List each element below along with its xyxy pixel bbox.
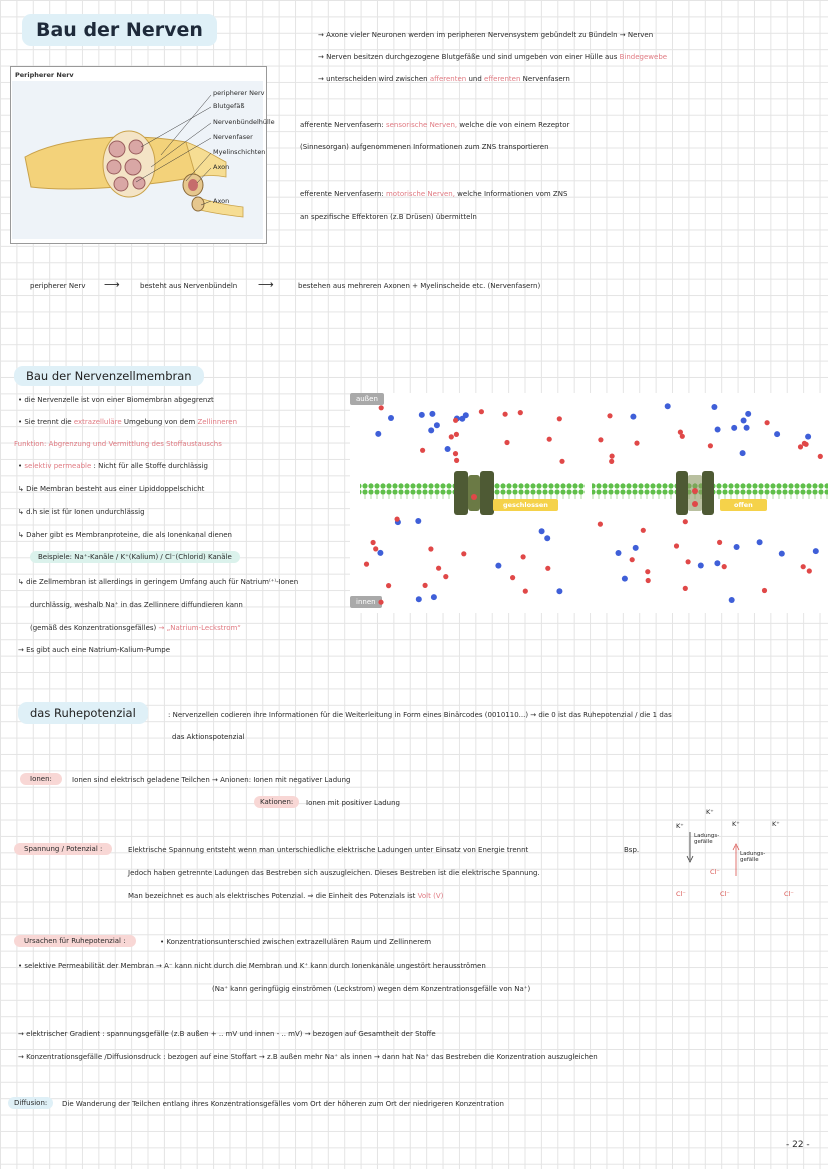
cation-dot xyxy=(461,551,466,556)
cation-dot xyxy=(559,459,564,464)
anion-dot xyxy=(495,563,501,569)
spannung-text: Elektrische Spannung entsteht wenn man unterschiedliche elektrische Ladungen unter Einsatz von Energie trennt xyxy=(128,846,529,854)
page-number: - 22 - xyxy=(786,1140,810,1150)
flow-step: bestehen aus mehreren Axonen + Myelinscheide etc. (Nervenfasern) xyxy=(298,282,541,290)
note-text: → Nerven besitzen durchgezogene Blutgefäße und sind umgeben von einer Hülle aus xyxy=(318,53,618,61)
diagram-title: Peripherer Nerv xyxy=(15,71,74,79)
section-title-membran: Bau der Nervenzellmembran xyxy=(14,366,204,386)
anion-dot xyxy=(740,450,746,456)
sodium-ion xyxy=(692,488,698,494)
cation-dot xyxy=(364,562,369,567)
membrane-note: ↳ die Zellmembran ist allerdings in geringem Umfang auch für Natrium⁽⁺⁾-Ionen xyxy=(18,578,299,586)
anion-dot xyxy=(698,563,704,569)
term-highlight: sensorische Nerven, xyxy=(385,121,458,129)
anion-dot xyxy=(419,412,425,418)
cation-dot xyxy=(610,454,615,459)
membrane-note xyxy=(18,418,237,426)
cation-dot xyxy=(630,557,635,562)
membrane-note: ↳ Daher gibt es Membranproteine, die als Ionenkanal dienen xyxy=(18,531,232,539)
membrane-note: → Es gibt auch eine Natrium-Kalium-Pumpe xyxy=(18,646,171,654)
membrane-note: • die Nervenzelle ist von einer Biomembran abgegrenzt xyxy=(18,396,214,404)
spannung-bsp: Bsp. xyxy=(624,846,640,854)
axon-core xyxy=(188,179,198,191)
kations-label: Kationen: xyxy=(254,796,299,808)
anion-dot xyxy=(544,535,550,541)
anion-dot xyxy=(622,576,628,582)
diagram-label: Nervenfaser xyxy=(213,133,253,141)
anion-dot xyxy=(813,548,819,554)
cation-dot xyxy=(641,528,646,533)
gradient-label: Ladungs-gefälle xyxy=(740,851,766,864)
afferent-line-2: (Sinnesorgan) aufgenommenen Informationen zum ZNS transportieren xyxy=(300,143,549,151)
note-highlight: Zellinneren xyxy=(197,418,238,426)
flow-step: peripherer Nerv xyxy=(30,282,86,290)
ursachen-text: • selektive Permeabilität der Membran → A⁻ kann nicht durch die Membran und K⁺ kann durch Ionenkanäle ungestört herausströmen xyxy=(18,962,486,970)
sodium-ion xyxy=(471,494,477,500)
note-highlight: afferenten xyxy=(429,75,467,83)
fascicle xyxy=(129,140,143,154)
note-line xyxy=(318,53,667,61)
note-line: → Axone vieler Neuronen werden im peripheren Nervensystem gebündelt zu Bündeln → Nerven xyxy=(318,31,654,39)
cation-dot xyxy=(386,583,391,588)
anion-dot xyxy=(741,418,747,424)
arrow-icon: ⟶ xyxy=(104,278,120,291)
cation-dot xyxy=(762,588,767,593)
intro-text: das Aktionspotenzial xyxy=(172,733,245,741)
cation-dot xyxy=(646,578,651,583)
outside-tag: außen xyxy=(350,393,384,405)
ions-label: Ionen: xyxy=(20,773,62,785)
cation-dot xyxy=(807,568,812,573)
cation-dot xyxy=(686,559,691,564)
cation-dot xyxy=(373,546,378,551)
diagram-label: Axon xyxy=(213,197,230,205)
note-highlight: Bindegewebe xyxy=(619,53,668,61)
anion-dot xyxy=(388,415,394,421)
cation-dot xyxy=(428,546,433,551)
channel-subunit xyxy=(454,471,468,515)
note-text: Umgebung von dem xyxy=(123,418,196,426)
fascicle xyxy=(109,141,125,157)
ursachen-text: (Na⁺ kann geringfügig einströmen (Leckstrom) wegen dem Konzentrationsgefälle von Na⁺) xyxy=(212,985,531,993)
anion-dot xyxy=(556,588,562,594)
cation-dot xyxy=(798,444,803,449)
diffusion-label: Diffusion: xyxy=(8,1097,53,1109)
note-text: und xyxy=(468,75,482,83)
ursachen-text: • Konzentrationsunterschied zwischen extrazellulären Raum und Zellinnerem xyxy=(160,938,432,946)
state-open-label: offen xyxy=(720,499,767,511)
note-text: • xyxy=(18,462,23,470)
note-highlight: extrazelluläre xyxy=(73,418,122,426)
membrane-example: Beispiele: Na⁺-Kanäle / K⁺(Kalium) / Cl⁻(Chlorid) Kanäle xyxy=(30,551,240,563)
note-text: : Nicht für alle Stoffe durchlässig xyxy=(93,462,208,470)
anion-dot xyxy=(774,431,780,437)
note-highlight: → „Natrium-Leckstrom“ xyxy=(158,624,241,632)
cation-dot xyxy=(518,410,523,415)
anion-dot xyxy=(711,404,717,410)
anion-dot xyxy=(715,427,721,433)
flow-step: besteht aus Nervenbündeln xyxy=(140,282,238,290)
anion-dot xyxy=(665,403,671,409)
anion-dot xyxy=(745,411,751,417)
note-text: Man bezeichnet es auch als elektrisches Potenzial. ⇒ die Einheit des Potenzials ist xyxy=(128,892,416,900)
term-label: efferente Nervenfasern: xyxy=(300,190,384,198)
kations-text: Ionen mit positiver Ladung xyxy=(306,799,400,807)
cation-dot xyxy=(557,416,562,421)
cation-dot xyxy=(683,586,688,591)
charge-gradient-sketch xyxy=(652,808,822,908)
cation-dot xyxy=(454,458,459,463)
membrane-note: durchlässig, weshalb Na⁺ in das Zellinnere diffundieren kann xyxy=(30,601,243,609)
diagram-label: Myelinschichten xyxy=(213,148,266,156)
diagram-label: Axon xyxy=(213,163,230,171)
term-label: afferente Nervenfasern: xyxy=(300,121,384,129)
efferent-line-2: an spezifische Effektoren (z.B Drüsen) übermitteln xyxy=(300,213,477,221)
channel-subunit xyxy=(468,475,480,511)
cation-dot xyxy=(678,430,683,435)
cation-dot xyxy=(423,583,428,588)
anion-dot xyxy=(428,427,434,433)
diffusion-text: Die Wanderung der Teilchen entlang ihres Konzentrationsgefälles vom Ort der höheren zum Ort der niedrigeren Konzentration xyxy=(62,1100,504,1108)
note-highlight: Volt (V) xyxy=(417,892,444,900)
anion-dot xyxy=(377,550,383,556)
note-text: • Sie trennt die xyxy=(18,418,72,426)
cl-ion-label: Cl⁻ xyxy=(676,890,686,898)
anion-dot xyxy=(633,545,639,551)
spannung-text xyxy=(128,892,443,900)
anion-dot xyxy=(431,594,437,600)
cation-dot xyxy=(722,564,727,569)
cation-dot xyxy=(683,519,688,524)
cation-dot xyxy=(378,600,383,605)
anion-dot xyxy=(445,446,451,452)
cation-dot xyxy=(609,459,614,464)
cation-dot xyxy=(801,564,806,569)
k-ion-label: K⁺ xyxy=(676,822,684,830)
anion-dot xyxy=(415,518,421,524)
fascicle xyxy=(133,177,145,189)
anion-dot xyxy=(375,431,381,437)
cation-dot xyxy=(436,566,441,571)
cation-dot xyxy=(674,543,679,548)
anion-dot xyxy=(714,560,720,566)
note-text: Nervenfasern xyxy=(522,75,570,83)
anion-dot xyxy=(429,411,435,417)
note-highlight: selektiv permeable xyxy=(24,462,92,470)
term-text: welche Informationen vom ZNS xyxy=(457,190,568,198)
k-ion-label: K⁺ xyxy=(732,820,740,828)
membrane-note: Funktion: Abgrenzung und Vermittlung des Stoffaustauschs xyxy=(14,440,222,448)
section-title-ruhepotenzial: das Ruhepotenzial xyxy=(18,702,148,724)
intro-text: : Nervenzellen codieren ihre Informationen für die Weiterleitung in Form eines Binärcodes (0010110...) → die 0 ist das Ruhepotenzial / die 1 das xyxy=(168,711,672,719)
spannung-label: Spannung / Potenzial : xyxy=(14,843,112,855)
diagram-label: Blutgefäß xyxy=(213,102,245,110)
cl-ion-label: Cl⁻ xyxy=(784,890,794,898)
note-text: → unterscheiden wird zwischen xyxy=(318,75,428,83)
channel-subunit xyxy=(480,471,494,515)
channel-subunit xyxy=(702,471,714,515)
section-title-bau-der-nerven: Bau der Nerven xyxy=(22,14,217,46)
cation-dot xyxy=(818,454,823,459)
arrow-icon: ⟶ xyxy=(258,278,274,291)
fascicle xyxy=(125,159,141,175)
term-highlight: motorische Nerven, xyxy=(385,190,455,198)
ions-text: Ionen sind elektrisch geladene Teilchen → Anionen: Ionen mit negativer Ladung xyxy=(72,776,351,784)
cation-dot xyxy=(479,409,484,414)
anion-dot xyxy=(779,551,785,557)
inside-tag: innen xyxy=(350,596,382,608)
anion-dot xyxy=(630,414,636,420)
anion-dot xyxy=(616,550,622,556)
cation-dot xyxy=(598,522,603,527)
anion-dot xyxy=(805,434,811,440)
cation-dot xyxy=(395,517,400,522)
gradient-label: Ladungs-gefälle xyxy=(694,833,720,846)
anion-dot xyxy=(731,425,737,431)
cation-dot xyxy=(371,540,376,545)
nerve-diagram xyxy=(10,66,275,244)
efferent-line xyxy=(300,190,567,198)
cl-ion-label: Cl⁻ xyxy=(720,890,730,898)
gradient-text: → elektrischer Gradient : spannungsgefälle (z.B außen + .. mV und innen - .. mV) → bezogen auf Gesamtheit der Stoffe xyxy=(18,1030,436,1038)
membrane-note: ↳ Die Membran besteht aus einer Lipiddoppelschicht xyxy=(18,485,205,493)
gradient-text: → Konzentrationsgefälle /Diffusionsdruck : bezogen auf eine Stoffart → z.B außen mehr Na⁺ als innen → dann hat Na⁺ das Bestreben die Konzentration auszugleichen xyxy=(18,1053,598,1061)
cation-dot xyxy=(765,420,770,425)
cation-dot xyxy=(454,432,459,437)
k-ion-label: K⁺ xyxy=(706,808,714,816)
note-text: (gemäß des Konzentrationsgefälles) xyxy=(30,624,157,632)
cation-dot xyxy=(453,451,458,456)
fascicle xyxy=(114,177,128,191)
cation-dot xyxy=(503,412,508,417)
cation-dot xyxy=(804,442,809,447)
cation-dot xyxy=(523,589,528,594)
anion-dot xyxy=(459,416,465,422)
cation-dot xyxy=(510,575,515,580)
myelin-ring xyxy=(192,197,204,211)
spannung-text: Jedoch haben getrennte Ladungen das Bestreben sich auszugleichen. Dieses Bestreben ist die elektrische Spannung. xyxy=(128,869,540,877)
membrane-note: ↳ d.h sie ist für Ionen undurchlässig xyxy=(18,508,145,516)
cl-ion-label: Cl⁻ xyxy=(710,868,720,876)
cation-dot xyxy=(379,405,384,410)
anion-dot xyxy=(416,596,422,602)
fascicle xyxy=(107,160,121,174)
note-highlight: efferenten xyxy=(484,75,521,83)
anion-dot xyxy=(757,539,763,545)
cation-dot xyxy=(504,440,509,445)
anion-dot xyxy=(729,597,735,603)
cation-dot xyxy=(449,434,454,439)
sodium-ion xyxy=(692,501,698,507)
cation-dot xyxy=(547,437,552,442)
cation-dot xyxy=(453,418,458,423)
k-ion-label: K⁺ xyxy=(772,820,780,828)
cation-dot xyxy=(634,441,639,446)
diagram-label: Nervenbündelhülle xyxy=(213,118,275,126)
diagram-label: peripherer Nerv xyxy=(213,89,265,97)
anion-dot xyxy=(434,422,440,428)
cation-dot xyxy=(598,437,603,442)
cation-dot xyxy=(708,443,713,448)
membrane-note xyxy=(18,462,208,470)
afferent-line xyxy=(300,121,569,129)
channel-subunit xyxy=(676,471,688,515)
cation-dot xyxy=(607,413,612,418)
membrane-note xyxy=(30,624,241,632)
cation-dot xyxy=(717,540,722,545)
cation-dot xyxy=(521,554,526,559)
state-closed-label: geschlossen xyxy=(493,499,558,511)
cation-dot xyxy=(443,574,448,579)
note-line xyxy=(318,75,570,83)
ursachen-label: Ursachen für Ruhepotenzial : xyxy=(14,935,136,947)
cation-dot xyxy=(645,569,650,574)
cation-dot xyxy=(420,448,425,453)
ion-channel-image xyxy=(350,393,828,613)
anion-dot xyxy=(744,425,750,431)
term-text: welche die von einem Rezeptor xyxy=(459,121,570,129)
anion-dot xyxy=(539,528,545,534)
anion-dot xyxy=(734,544,740,550)
cation-dot xyxy=(545,566,550,571)
